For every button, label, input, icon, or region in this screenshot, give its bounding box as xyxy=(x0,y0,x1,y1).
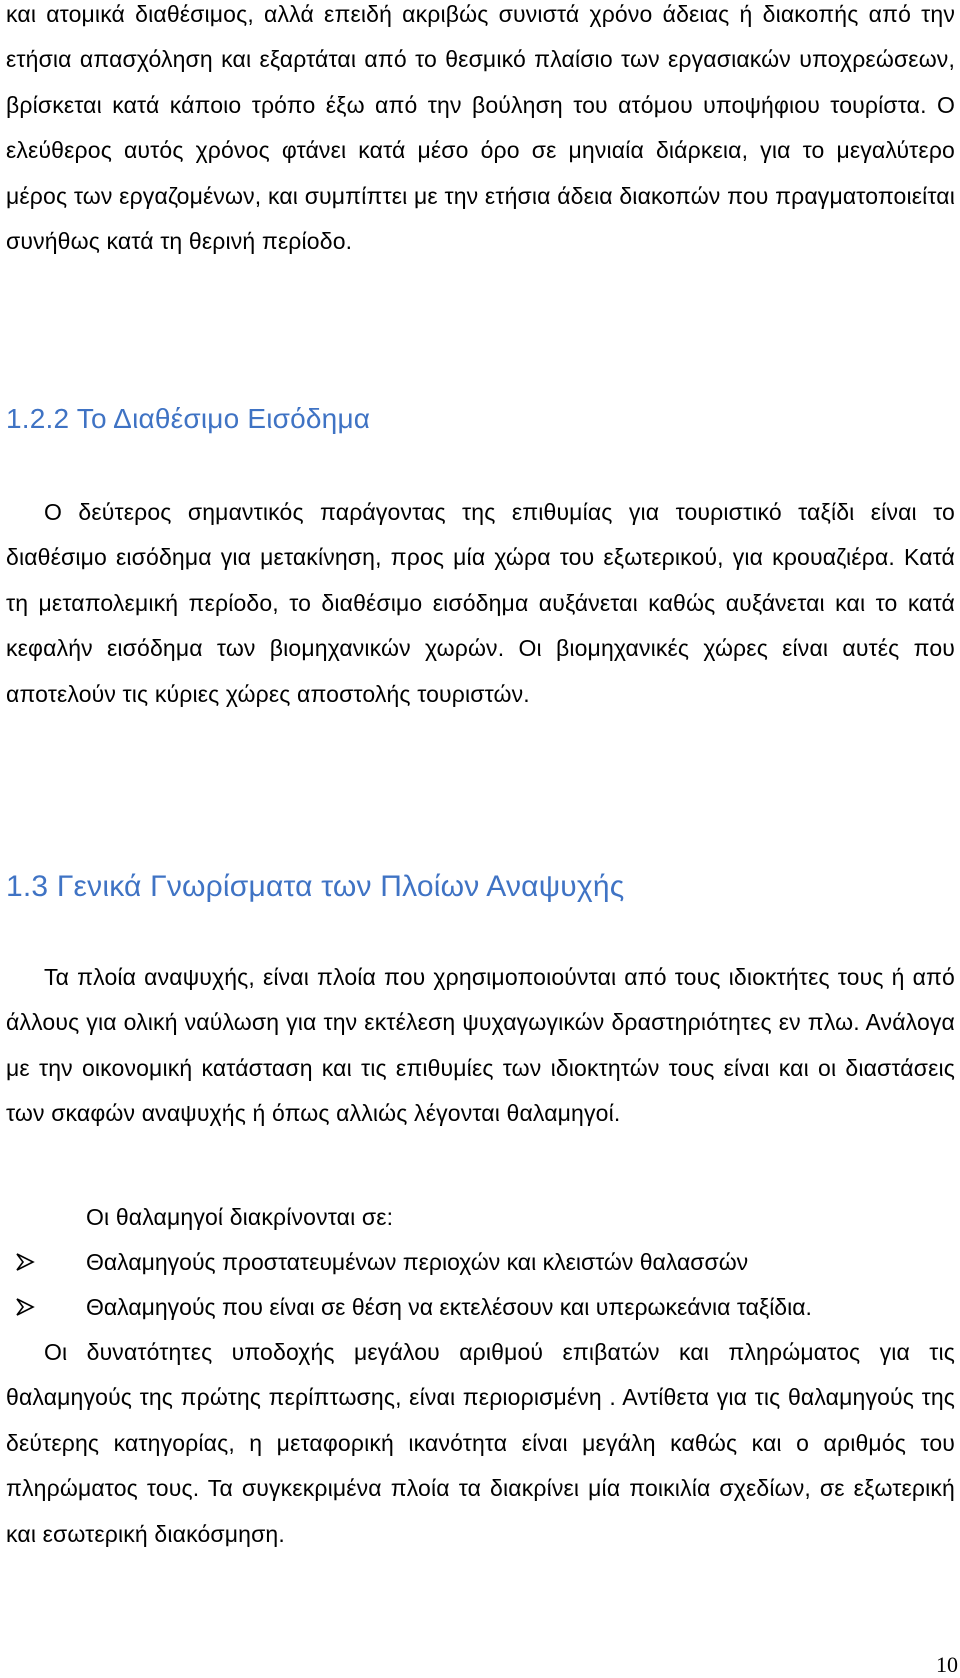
paragraph-yachts-general: Τα πλοία αναψυχής, είναι πλοία που χρησιμοποιούνται από τους ιδιοκτήτες τους ή από άλλους για ολική ναύλωση για την εκτέλεση ψυχαγωγικών δραστηριότητες εν πλω. Ανάλογα με την οικονομική κατάσταση και τις επιθυμίες των ιδιοκτητών τους είναι και οι διαστάσεις των σκαφών αναψυχής ή όπως αλλιώς λέγονται θαλαμηγοί. xyxy=(6,964,955,1127)
list-item xyxy=(6,1240,955,1285)
list-item-text: Θαλαμηγούς που είναι σε θέση να εκτελέσουν και υπερωκεάνια ταξίδια. xyxy=(86,1294,812,1321)
yacht-categories-list xyxy=(6,1240,955,1331)
page-number: 10 xyxy=(936,1652,958,1677)
section-heading: 1.3 Γενικά Γνωρίσματα των Πλοίων Αναψυχής xyxy=(6,870,625,903)
subsection-heading: 1.2.2 Το Διαθέσιμο Εισόδημα xyxy=(6,403,371,434)
list-item-text: Θαλαμηγούς προστατευμένων περιοχών και κλειστών θαλασσών xyxy=(86,1249,749,1275)
arrowhead-bullet-icon xyxy=(14,1296,36,1318)
list-intro: Οι θαλαμηγοί διακρίνονται σε: xyxy=(86,1204,394,1230)
arrowhead-bullet-icon xyxy=(14,1251,36,1273)
paragraph-yacht-capacity: Οι δυνατότητες υποδοχής μεγάλου αριθμού επιβατών και πληρώματος για τις θαλαμηγούς της πρώτης περίπτωσης, είναι περιορισμένη . Αντίθετα για τις θαλαμηγούς της δεύτερης κατηγορίας, η μεταφορική ικανότητα είναι μεγάλη καθώς και ο αριθμός του πληρώματος τους. Τα συγκεκριμένα πλοία τα διακρίνει μία ποικιλία σχεδίων, σε εξωτερική και εσωτερική διακόσμηση. xyxy=(6,1339,955,1547)
paragraph-disposable-income: Ο δεύτερος σημαντικός παράγοντας της επιθυμίας για τουριστικό ταξίδι είναι το διαθέσιμο εισόδημα για μετακίνηση, προς μία χώρα του εξωτερικού, για κρουαζιέρα. Κατά τη μεταπολεμική περίοδο, το διαθέσιμο εισόδημα αυξάνεται καθώς αυξάνεται και το κατά κεφαλήν εισόδημα των βιομηχανικών χωρών. Οι βιομηχανικές χώρες είναι αυτές που αποτελούν τις κύριες χώρες αποστολής τουριστών. xyxy=(6,499,955,707)
paragraph-free-time: και ατομικά διαθέσιμος, αλλά επειδή ακριβώς συνιστά χρόνο άδειας ή διακοπής από την ετήσια απασχόληση και εξαρτάται από το θεσμικό πλαίσιο των εργασιακών υποχρεώσεων, βρίσκεται κατά κάποιο τρόπο έξω από την βούληση του ατόμου υποψήφιου τουρίστα. Ο ελεύθερος αυτός χρόνος φτάνει κατά μέσο όρο σε μηνιαία διάρκεια, για το μεγαλύτερο μέρος των εργαζομένων, και συμπίπτει με την ετήσια άδεια διακοπών που πραγματοποιείται συνήθως κατά τη θερινή περίοδο. xyxy=(6,1,955,255)
list-item xyxy=(6,1285,955,1330)
